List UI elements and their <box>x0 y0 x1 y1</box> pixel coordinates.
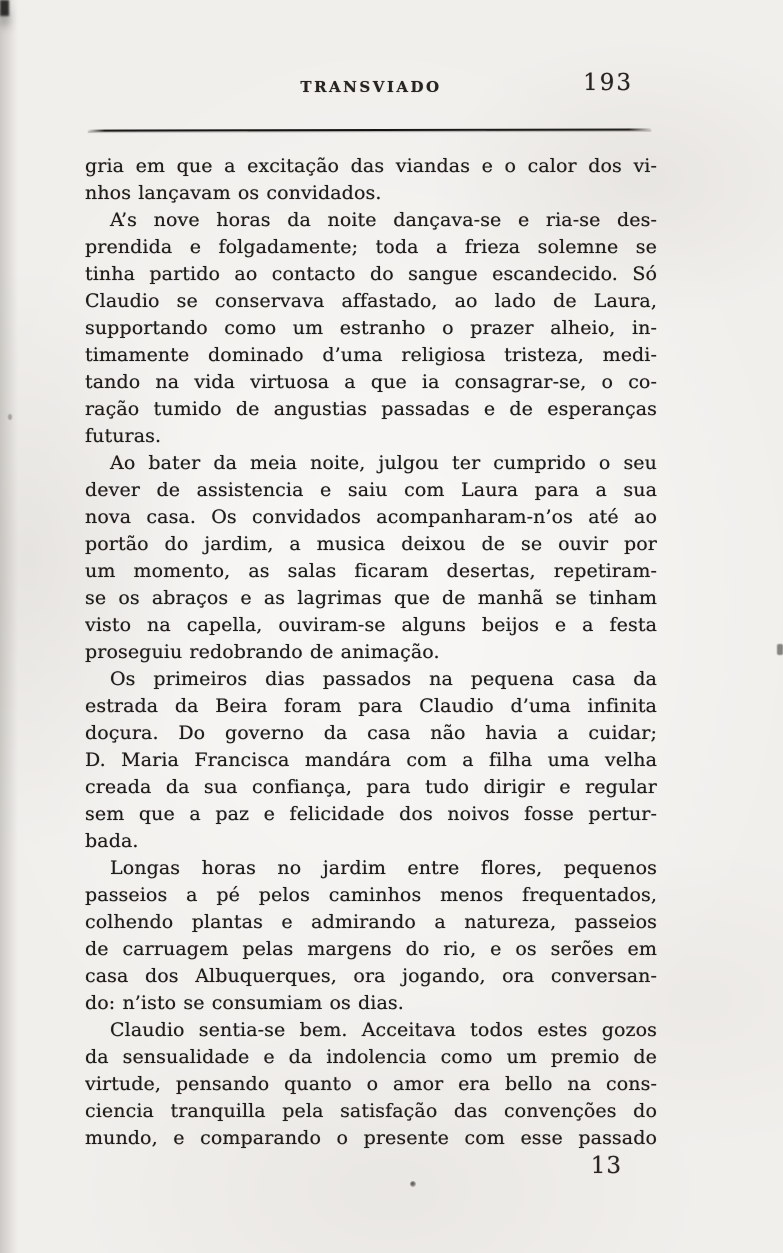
text-line: tando na vida virtuosa a que ia consagrar-se, o co- <box>85 371 657 393</box>
paragraph <box>85 153 657 207</box>
text-line: timamente dominado d’uma religiosa tristeza, medi- <box>85 344 657 366</box>
text-line: dever de assistencia e saiu com Laura para a sua <box>85 479 657 501</box>
body-text <box>85 153 657 1152</box>
text-line: Claudio se conservava affastado, ao lado de Laura, <box>85 290 657 312</box>
page-number: 193 <box>583 70 633 96</box>
text-line: portão do jardim, a musica deixou de se ouvir por <box>85 533 657 555</box>
text-line: D. Maria Francisca mandára com a filha uma velha <box>85 749 657 771</box>
paper-speck <box>8 414 12 420</box>
text-line: Os primeiros dias passados na pequena casa da <box>110 668 657 690</box>
paragraph <box>85 666 657 855</box>
text-line: sem que a paz e felicidade dos noivos fosse pertur- <box>85 803 657 825</box>
paragraph <box>85 1017 657 1152</box>
text-line: prendida e folgadamente; toda a frieza solemne se <box>85 236 657 258</box>
scan-left-edge-shadow <box>0 0 18 1253</box>
text-line: tinha partido ao contacto do sangue escandecido. Só <box>85 263 657 285</box>
text-line: futuras. <box>85 425 162 447</box>
paragraph <box>85 207 657 450</box>
text-line: Ao bater da meia noite, julgou ter cumprido o seu <box>110 452 657 474</box>
text-line: casa dos Albuquerques, ora jogando, ora conversan- <box>85 965 657 987</box>
text-line: gria em que a excitação das viandas e o calor dos vi- <box>85 155 657 177</box>
text-line: ração tumido de angustias passadas e de esperanças <box>85 398 657 420</box>
text-line: nova casa. Os convidados acompanharam-n’os até ao <box>85 506 657 528</box>
text-line: bada. <box>85 830 139 852</box>
text-line: nhos lançavam os convidados. <box>85 182 382 204</box>
text-line: se os abraços e as lagrimas que de manhã se tinham <box>85 587 657 609</box>
text-line: ciencia tranquilla pela satisfação das convenções do <box>85 1100 657 1122</box>
text-line: proseguiu redobrando de animação. <box>85 641 440 663</box>
paragraph <box>85 855 657 1017</box>
text-line: doçura. Do governo da casa não havia a cuidar; <box>85 722 657 744</box>
scan-right-edge-mark <box>777 644 783 655</box>
text-line: do: n’isto se consumiam os dias. <box>85 992 404 1014</box>
running-header-title: TRANSVIADO <box>300 78 442 96</box>
text-line: visto na capella, ouviram-se alguns beijos e a festa <box>85 614 657 636</box>
text-line: A’s nove horas da noite dançava-se e ria-se des- <box>110 209 657 231</box>
text-line: Claudio sentia-se bem. Acceitava todos estes gozos <box>110 1019 657 1041</box>
text-line: da sensualidade e da indolencia como um premio de <box>85 1046 657 1068</box>
running-header <box>85 70 657 104</box>
text-line: creada da sua confiança, para tudo dirigir e regular <box>85 776 657 798</box>
signature-mark: 13 <box>590 1153 622 1179</box>
text-line: de carruagem pelas margens do rio, e os serões em <box>85 938 657 960</box>
text-line: passeios a pé pelos caminhos menos frequentados, <box>85 884 657 906</box>
text-line: um momento, as salas ficaram desertas, repetiram- <box>85 560 657 582</box>
header-divider-rule <box>88 128 651 131</box>
text-line: colhendo plantas e admirando a natureza, passeios <box>85 911 657 933</box>
text-line: supportando como um estranho o prazer alheio, in- <box>85 317 657 339</box>
text-line: virtude, pensando quanto o amor era bello na cons- <box>85 1073 657 1095</box>
scan-corner-artifact <box>0 0 9 16</box>
paragraph <box>85 450 657 666</box>
text-line: mundo, e comparando o presente com esse passado <box>85 1127 657 1149</box>
text-line: estrada da Beira foram para Claudio d’uma infinita <box>85 695 657 717</box>
ink-dot <box>410 1181 416 1187</box>
text-line: Longas horas no jardim entre flores, pequenos <box>110 857 657 879</box>
